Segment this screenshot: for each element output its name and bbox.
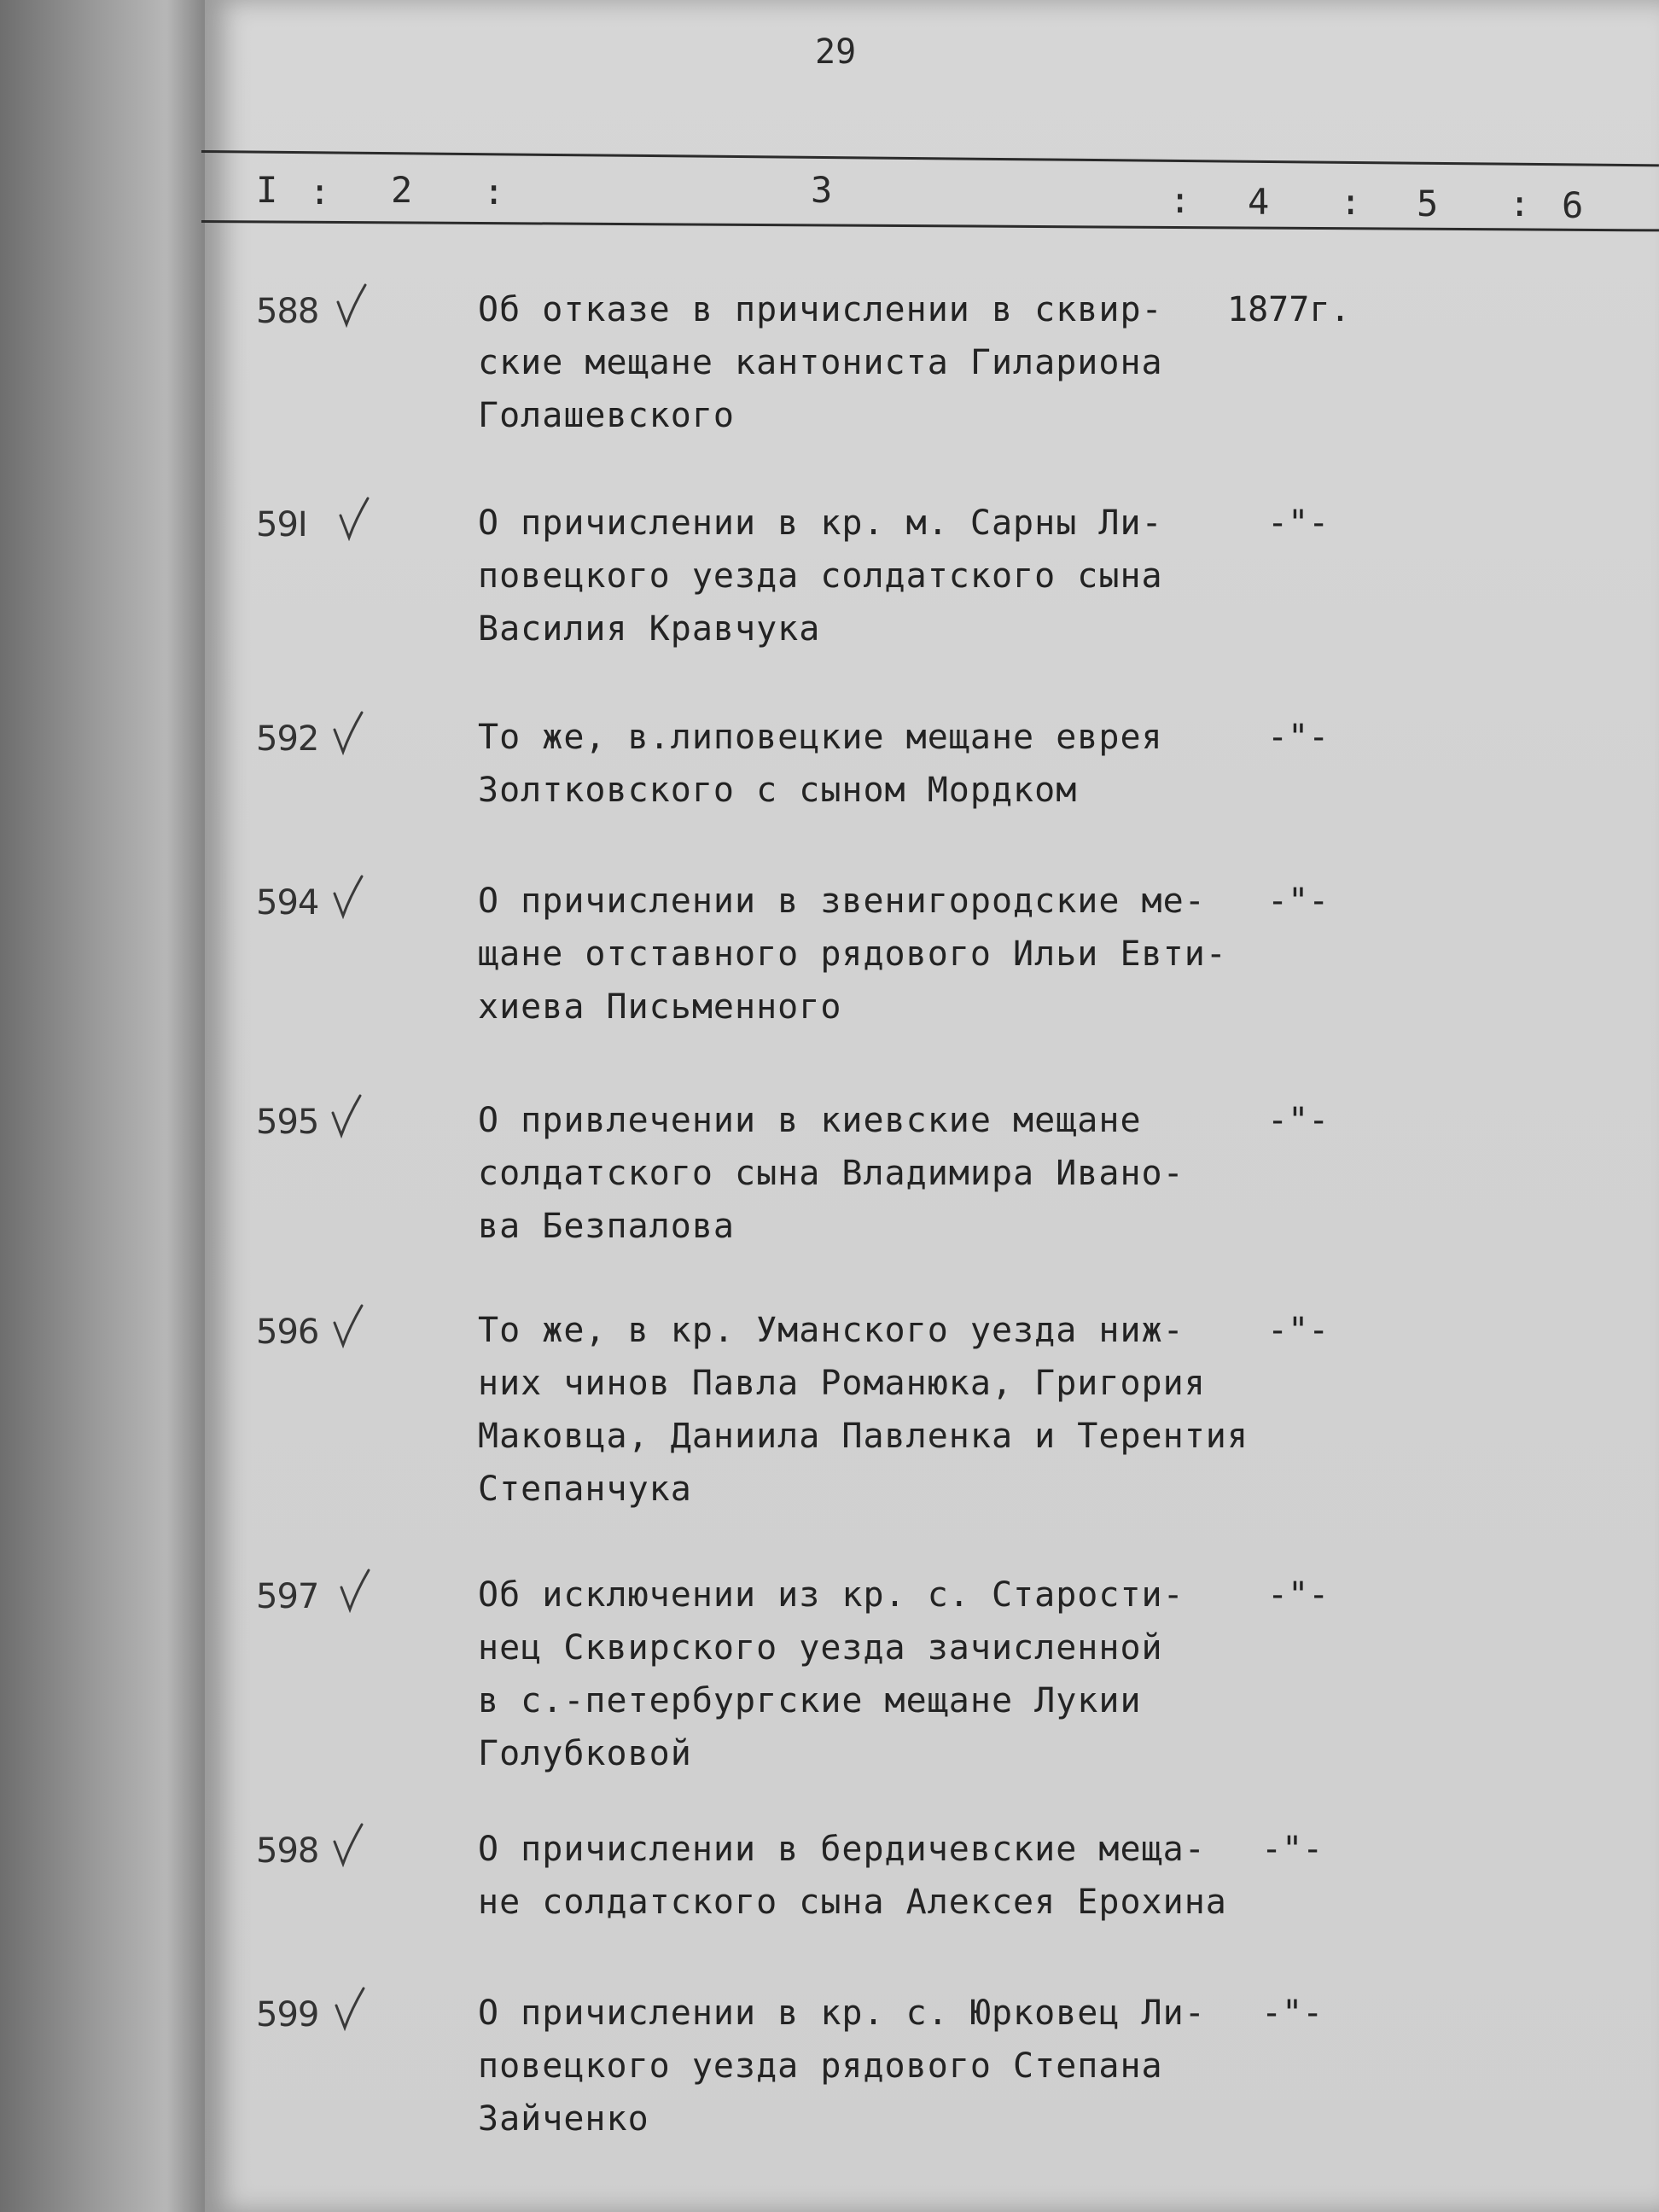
entry-number: 597: [256, 1577, 319, 1616]
description-line: О причислении в бердичевские меща-: [478, 1830, 1206, 1869]
entry-description: [478, 1823, 1289, 1929]
description-line: О причислении в кр. м. Сарны Ли-: [478, 504, 1163, 543]
entry-date: -"-: [1267, 1101, 1330, 1140]
entry-date: -"-: [1267, 1575, 1330, 1615]
page-number: 29: [815, 32, 857, 72]
description-line: О привлечении в киевские мещане: [478, 1101, 1142, 1140]
description-line: щане отставного рядового Ильи Евти-: [478, 934, 1227, 974]
column-header-2: 2: [391, 169, 413, 211]
handwritten-check-icon: [331, 1302, 365, 1348]
description-line: в с.-петербургские мещане Лукии: [478, 1681, 1142, 1720]
description-line: ва Безпалова: [478, 1207, 735, 1246]
handwritten-check-icon: [333, 1985, 367, 2031]
description-line: Золтковского с сыном Мордком: [478, 771, 1078, 810]
column-header-5: 5: [1417, 183, 1439, 224]
column-header-6: 6: [1562, 184, 1584, 226]
handwritten-check-icon: [331, 873, 365, 919]
description-line: ские мещане кантониста Гилариона: [478, 343, 1163, 382]
description-line: То же, в кр. Уманского уезда ниж-: [478, 1311, 1185, 1350]
column-separator: :: [1509, 183, 1531, 224]
entry-number: 595: [256, 1103, 319, 1142]
handwritten-check-icon: [337, 495, 371, 541]
description-line: Василия Кравчука: [478, 609, 821, 649]
description-line: повецкого уезда рядового Степана: [478, 2046, 1163, 2086]
entry-description: [478, 1569, 1289, 1780]
description-line: Степанчука: [478, 1470, 692, 1509]
handwritten-check-icon: [335, 282, 369, 328]
description-line: них чинов Павла Романюка, Григория: [478, 1364, 1206, 1403]
column-header-4: 4: [1248, 181, 1270, 223]
description-line: О причислении в звенигородские ме-: [478, 882, 1206, 921]
entry-description: [478, 875, 1289, 1033]
handwritten-check-icon: [329, 1092, 364, 1138]
column-separator: :: [483, 171, 505, 212]
entry-description: [478, 1304, 1289, 1516]
entry-date: -"-: [1261, 1994, 1324, 2033]
entry-description: [478, 711, 1289, 817]
description-line: Об отказе в причислении в сквир-: [478, 290, 1163, 329]
description-line: не солдатского сына Алексея Ерохина: [478, 1883, 1227, 1922]
book-spine-shadow: [0, 0, 213, 2212]
entry-number: 59I: [256, 505, 307, 544]
column-separator: :: [1340, 181, 1362, 223]
entry-number: 596: [256, 1313, 319, 1352]
handwritten-check-icon: [331, 1821, 365, 1867]
entry-description: [478, 497, 1289, 655]
entry-number: 592: [256, 719, 319, 759]
entry-number: 588: [256, 292, 319, 331]
description-line: Голашевского: [478, 396, 735, 435]
entry-date: -"-: [1267, 1311, 1330, 1350]
entry-date: -"-: [1267, 882, 1330, 921]
description-line: То же, в.липовецкие мещане еврея: [478, 718, 1163, 757]
description-line: Голубковой: [478, 1734, 692, 1773]
entry-date: -"-: [1267, 718, 1330, 757]
column-separator: :: [309, 171, 331, 212]
description-line: хиева Письменного: [478, 987, 842, 1027]
description-line: О причислении в кр. с. Юрковец Ли-: [478, 1994, 1206, 2033]
description-line: повецкого уезда солдатского сына: [478, 556, 1163, 596]
entry-date: 1877г.: [1227, 290, 1351, 329]
description-line: Маковца, Даниила Павленка и Терентия: [478, 1417, 1249, 1456]
entry-number: 598: [256, 1831, 319, 1871]
entry-date: -"-: [1261, 1830, 1324, 1869]
description-line: солдатского сына Владимира Ивано-: [478, 1154, 1185, 1193]
entry-description: [478, 283, 1289, 442]
entry-number: 594: [256, 883, 319, 923]
handwritten-check-icon: [331, 709, 365, 755]
entry-date: -"-: [1267, 504, 1330, 543]
column-header-I: I: [256, 169, 278, 211]
entry-description: [478, 1094, 1289, 1253]
description-line: Зайченко: [478, 2099, 649, 2139]
column-separator: :: [1169, 179, 1191, 221]
description-line: Об исключении из кр. с. Старости-: [478, 1575, 1185, 1615]
entry-description: [478, 1987, 1289, 2145]
entry-number: 599: [256, 1995, 319, 2034]
column-header-3: 3: [811, 169, 833, 211]
description-line: нец Сквирского уезда зачисленной: [478, 1628, 1163, 1668]
handwritten-check-icon: [338, 1567, 372, 1613]
